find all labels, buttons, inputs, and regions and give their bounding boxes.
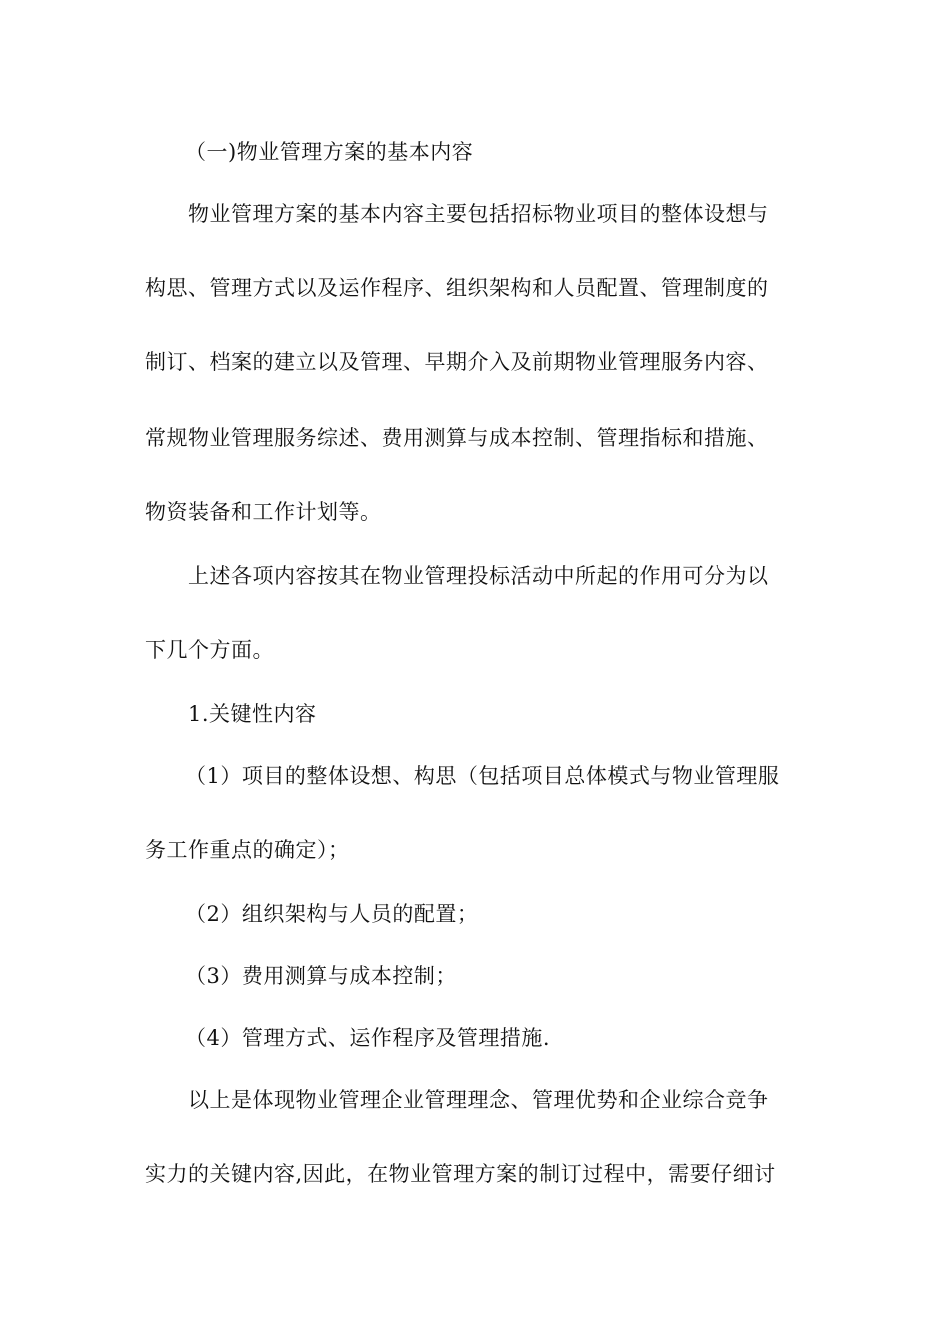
paragraph-line: 常规物业管理服务综述、费用测算与成本控制、管理指标和措施、 xyxy=(145,426,769,450)
paragraph-line: 下几个方面。 xyxy=(145,638,274,662)
paragraph-line: 物资装备和工作计划等。 xyxy=(145,500,382,524)
paragraph-line: 上述各项内容按其在物业管理投标活动中所起的作用可分为以 xyxy=(188,564,769,588)
paragraph-line: 制订、档案的建立以及管理、早期介入及前期物业管理服务内容、 xyxy=(145,350,769,374)
list-item: （2）组织架构与人员的配置； xyxy=(185,902,479,926)
paragraph-line: 物业管理方案的基本内容主要包括招标物业项目的整体设想与 xyxy=(188,202,769,226)
paragraph-line: 实力的关键内容,因此，在物业管理方案的制订过程中，需要仔细讨 xyxy=(145,1162,776,1186)
list-item-continuation: 务工作重点的确定）； xyxy=(145,838,350,862)
list-item: （1）项目的整体设想、构思（包括项目总体模式与物业管理服 xyxy=(185,764,780,788)
paragraph-line: 构思、管理方式以及运作程序、组织架构和人员配置、管理制度的 xyxy=(145,276,769,300)
list-item: （4）管理方式、运作程序及管理措施. xyxy=(185,1026,551,1050)
paragraph-line: 以上是体现物业管理企业管理理念、管理优势和企业综合竞争 xyxy=(188,1088,769,1112)
list-item: （3）费用测算与成本控制； xyxy=(185,964,457,988)
section-heading: （一)物业管理方案的基本内容 xyxy=(185,140,474,164)
subsection-title: 1.关键性内容 xyxy=(188,702,317,726)
